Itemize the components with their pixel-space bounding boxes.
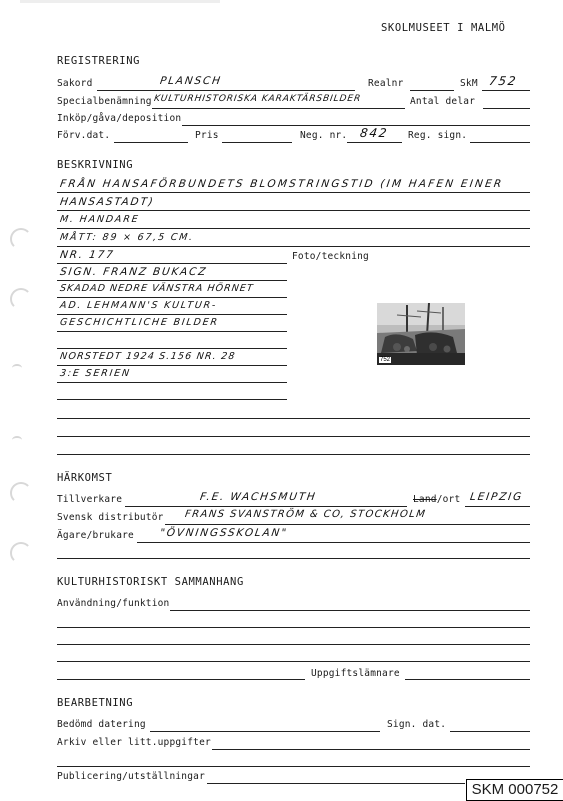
- sakord-value: PLANSCH: [159, 75, 223, 87]
- photo-number-label: 752: [380, 357, 391, 363]
- beskrivning-line[interactable]: [57, 263, 287, 264]
- section-heading-bearbetning: BEARBETNING: [57, 697, 134, 709]
- beskrivning-line[interactable]: [57, 192, 530, 193]
- agare-value: "ÖVNINGSSKOLAN": [159, 527, 289, 539]
- ort-label: /ort: [436, 494, 461, 505]
- beskrivning-line[interactable]: [57, 399, 287, 400]
- beskrivning-line[interactable]: [57, 228, 530, 229]
- beskrivning-line[interactable]: [57, 314, 287, 315]
- beskrivning-line[interactable]: [57, 382, 287, 383]
- distributor-field[interactable]: [165, 524, 530, 525]
- punch-hole: [12, 364, 22, 372]
- section-heading-registrering: REGISTRERING: [57, 55, 141, 67]
- antal-delar-field[interactable]: [483, 108, 530, 109]
- beskrivning-text: HANSASTADT): [59, 196, 156, 208]
- punch-hole: [12, 436, 22, 444]
- agare-label: Ägare/brukare: [57, 530, 134, 541]
- section-heading-harkomst: HÄRKOMST: [57, 472, 113, 484]
- beskrivning-text: FRÅN HANSAFÖRBUNDETS BLOMSTRINGSTID (IM HAFEN EINER: [59, 178, 505, 190]
- datering-field[interactable]: [150, 731, 380, 732]
- beskrivning-line[interactable]: [57, 210, 530, 211]
- land-ort-label-group: [413, 494, 460, 505]
- specialbenamning-field[interactable]: [152, 108, 405, 109]
- punch-hole: [10, 542, 32, 564]
- tillverkare-value: F.E. WACHSMUTH: [199, 491, 318, 503]
- beskrivning-line[interactable]: [57, 454, 530, 455]
- catalog-id-stamp: SKM 000752: [466, 779, 563, 801]
- beskrivning-text: SIGN. FRANZ BUKACZ: [59, 266, 209, 278]
- beskrivning-line[interactable]: [57, 246, 530, 247]
- harbor-scene-image: [377, 303, 465, 365]
- beskrivning-text: 3:E SERIEN: [59, 368, 132, 379]
- beskrivning-text: MÅTT: 89 × 67,5 CM.: [59, 232, 195, 243]
- kulturhistoriskt-line[interactable]: [57, 627, 530, 628]
- anvandning-field[interactable]: [170, 610, 530, 611]
- realnr-field[interactable]: [410, 90, 454, 91]
- regsign-label: Reg. sign.: [408, 130, 468, 141]
- tillverkare-label: Tillverkare: [57, 494, 123, 505]
- beskrivning-text: NR. 177: [59, 249, 116, 261]
- bearbetning-line[interactable]: [57, 766, 530, 767]
- punch-hole: [10, 482, 32, 504]
- section-heading-kulturhistoriskt: KULTURHISTORISKT SAMMANHANG: [57, 576, 244, 588]
- kulturhistoriskt-line[interactable]: [57, 644, 530, 645]
- foto-teckning-label: Foto/teckning: [292, 251, 369, 262]
- negnr-value: 842: [359, 126, 390, 140]
- beskrivning-text: SKADAD NEDRE VÄNSTRA HÖRNET: [59, 283, 255, 294]
- ort-field[interactable]: [465, 506, 530, 507]
- beskrivning-line[interactable]: [57, 418, 530, 419]
- realnr-label: Realnr: [368, 78, 404, 89]
- negnr-label: Neg. nr.: [300, 130, 348, 141]
- beskrivning-text: M. HANDARE: [59, 214, 141, 225]
- ort-value: LEIPZIG: [469, 491, 524, 503]
- publicering-field[interactable]: [207, 783, 465, 784]
- land-label: Land: [413, 494, 437, 505]
- distributor-label: Svensk distributör: [57, 512, 164, 523]
- inkop-label: Inköp/gåva/deposition: [57, 113, 182, 124]
- arkiv-field[interactable]: [212, 749, 530, 750]
- harkomst-line[interactable]: [57, 558, 530, 559]
- pris-field[interactable]: [222, 142, 292, 143]
- sakord-field[interactable]: [97, 90, 355, 91]
- agare-field[interactable]: [137, 542, 530, 543]
- beskrivning-line[interactable]: [57, 365, 287, 366]
- negnr-field[interactable]: [347, 142, 402, 143]
- beskrivning-line[interactable]: [57, 280, 287, 281]
- anvandning-label: Användning/funktion: [57, 598, 170, 609]
- sakord-label: Sakord: [57, 78, 93, 89]
- sign-dat-field[interactable]: [450, 731, 530, 732]
- beskrivning-line[interactable]: [57, 348, 287, 349]
- punch-hole: [10, 288, 32, 310]
- tillverkare-field[interactable]: [125, 506, 407, 507]
- uppgiftslamnare-label: Uppgiftslämnare: [311, 668, 400, 679]
- regsign-field[interactable]: [470, 142, 530, 143]
- top-edge-shadow: [20, 0, 220, 3]
- publicering-label: Publicering/utställningar: [57, 771, 205, 782]
- skm-label: SkM: [460, 78, 478, 89]
- kulturhistoriskt-line[interactable]: [57, 679, 305, 680]
- beskrivning-text: GESCHICHTLICHE BILDER: [59, 317, 220, 328]
- photo-thumbnail: [377, 303, 465, 365]
- beskrivning-text: AD. LEHMANN'S KULTUR-: [59, 300, 218, 311]
- institution-title: SKOLMUSEET I MALMÖ: [381, 22, 506, 34]
- antal-delar-label: Antal delar: [410, 96, 476, 107]
- specialbenamning-value: KULTURHISTORISKA KARAKTÄRSBILDER: [153, 94, 362, 104]
- forvdat-field[interactable]: [114, 142, 188, 143]
- skm-value: 752: [488, 74, 519, 88]
- beskrivning-line[interactable]: [57, 331, 287, 332]
- uppgiftslamnare-field[interactable]: [405, 679, 530, 680]
- distributor-value: FRANS SVANSTRÖM & CO, STOCKHOLM: [184, 509, 427, 520]
- beskrivning-line[interactable]: [57, 436, 530, 437]
- beskrivning-line[interactable]: [57, 297, 287, 298]
- punch-hole: [10, 228, 32, 250]
- beskrivning-text: NORSTEDT 1924 S.156 NR. 28: [59, 351, 237, 362]
- specialbenamning-label: Specialbenämning: [57, 96, 152, 107]
- inkop-field[interactable]: [182, 125, 530, 126]
- section-heading-beskrivning: BESKRIVNING: [57, 159, 134, 171]
- forvdat-label: Förv.dat.: [57, 130, 111, 141]
- pris-label: Pris: [195, 130, 219, 141]
- arkiv-label: Arkiv eller litt.uppgifter: [57, 737, 211, 748]
- skm-field[interactable]: [482, 90, 530, 91]
- datering-label: Bedömd datering: [57, 719, 146, 730]
- kulturhistoriskt-line[interactable]: [57, 661, 530, 662]
- sign-dat-label: Sign. dat.: [387, 719, 447, 730]
